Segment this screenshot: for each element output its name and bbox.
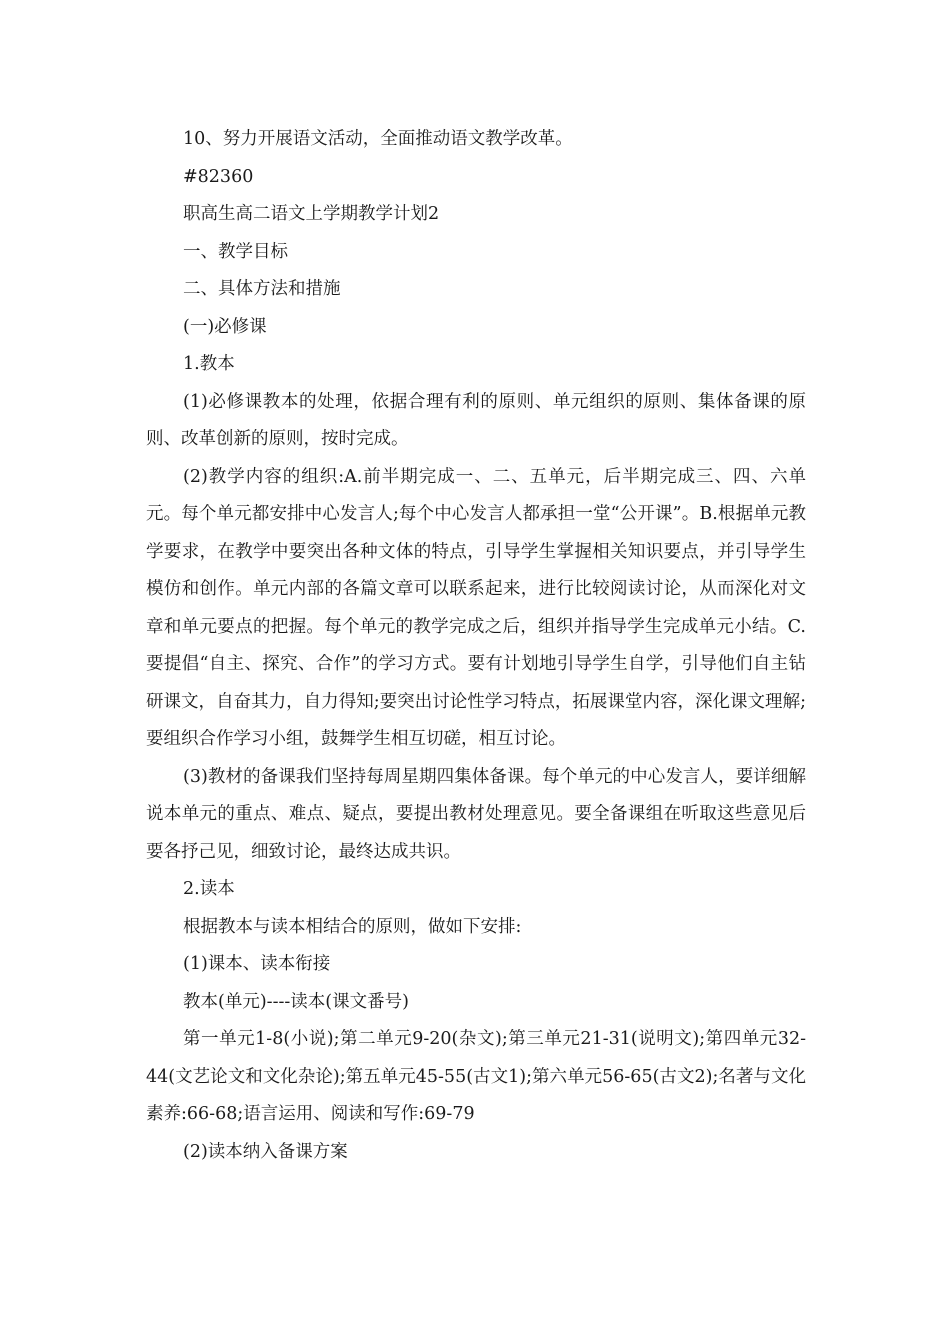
mapping-header: 教本(单元)----读本(课文番号) (183, 991, 409, 1012)
item-10-line: 10、努力开展语文活动，全面推动语文教学改革。 (183, 129, 573, 149)
heading-textbook: 1.教本 (183, 354, 235, 374)
heading-teaching-goals: 一、教学目标 (183, 241, 288, 262)
paragraph-unit-mapping: 第一单元1-8(小说);第二单元9-20(杂文);第三单元21-31(说明文);第四单元32-44(文艺论文和文化杂论);第五单元45-55(古文1);第六单元56-65(古文2);名著与文化素养:66-68;语言运用、阅读和写作:69-79 (146, 1029, 806, 1124)
heading-reader-in-plan: (2)读本纳入备课方案 (183, 1141, 348, 1162)
document-title: 职高生高二语文上学期教学计划2 (183, 204, 440, 224)
document-number: #82360 (183, 166, 254, 187)
paragraph-lesson-preparation: (3)教材的备课我们坚持每周星期四集体备课。每个单元的中心发言人，要详细解说本单元的重点、难点、疑点，要提出教材处理意见。要全备课组在听取这些意见后要各抒己见，细致讨论，最终达成共识。 (146, 766, 806, 862)
heading-reader: 2.读本 (183, 879, 235, 899)
paragraph-content-organization: (2)教学内容的组织:A.前半期完成一、二、五单元，后半期完成三、四、六单元。每个单元都安排中心发言人;每个中心发言人都承担一堂“公开课”。B.根据单元教学要求，在教学中要突出各种文体的特点，引导学生掌握相关知识要点，并引导学生模仿和创作。单元内部的各篇文章可以联系起来，进行比较阅读讨论，从而深化对文章和单元要点的把握。每个单元的教学完成之后，组织并指导学生完成单元小结。C.要提倡“自主、探究、合作”的学习方式。要有计划地引导学生自学，引导他们自主钻研课文，自奋其力，自力得知;要突出讨论性学习特点，拓展课堂内容，深化课文理解;要组织合作学习小组，鼓舞学生相互切磋，相互讨论。 (146, 466, 806, 749)
paragraph-arrangement-intro: 根据教本与读本相结合的原则，做如下安排: (183, 916, 522, 937)
document-body (146, 121, 806, 1171)
heading-required-course: (一)必修课 (183, 316, 267, 337)
heading-textbook-reader-link: (1)课本、读本衔接 (183, 954, 331, 974)
paragraph-textbook-handling: (1)必修课教本的处理，依据合理有利的原则、单元组织的原则、集体备课的原则、改革创新的原则，按时完成。 (146, 391, 806, 449)
heading-methods-measures: 二、具体方法和措施 (183, 279, 341, 299)
